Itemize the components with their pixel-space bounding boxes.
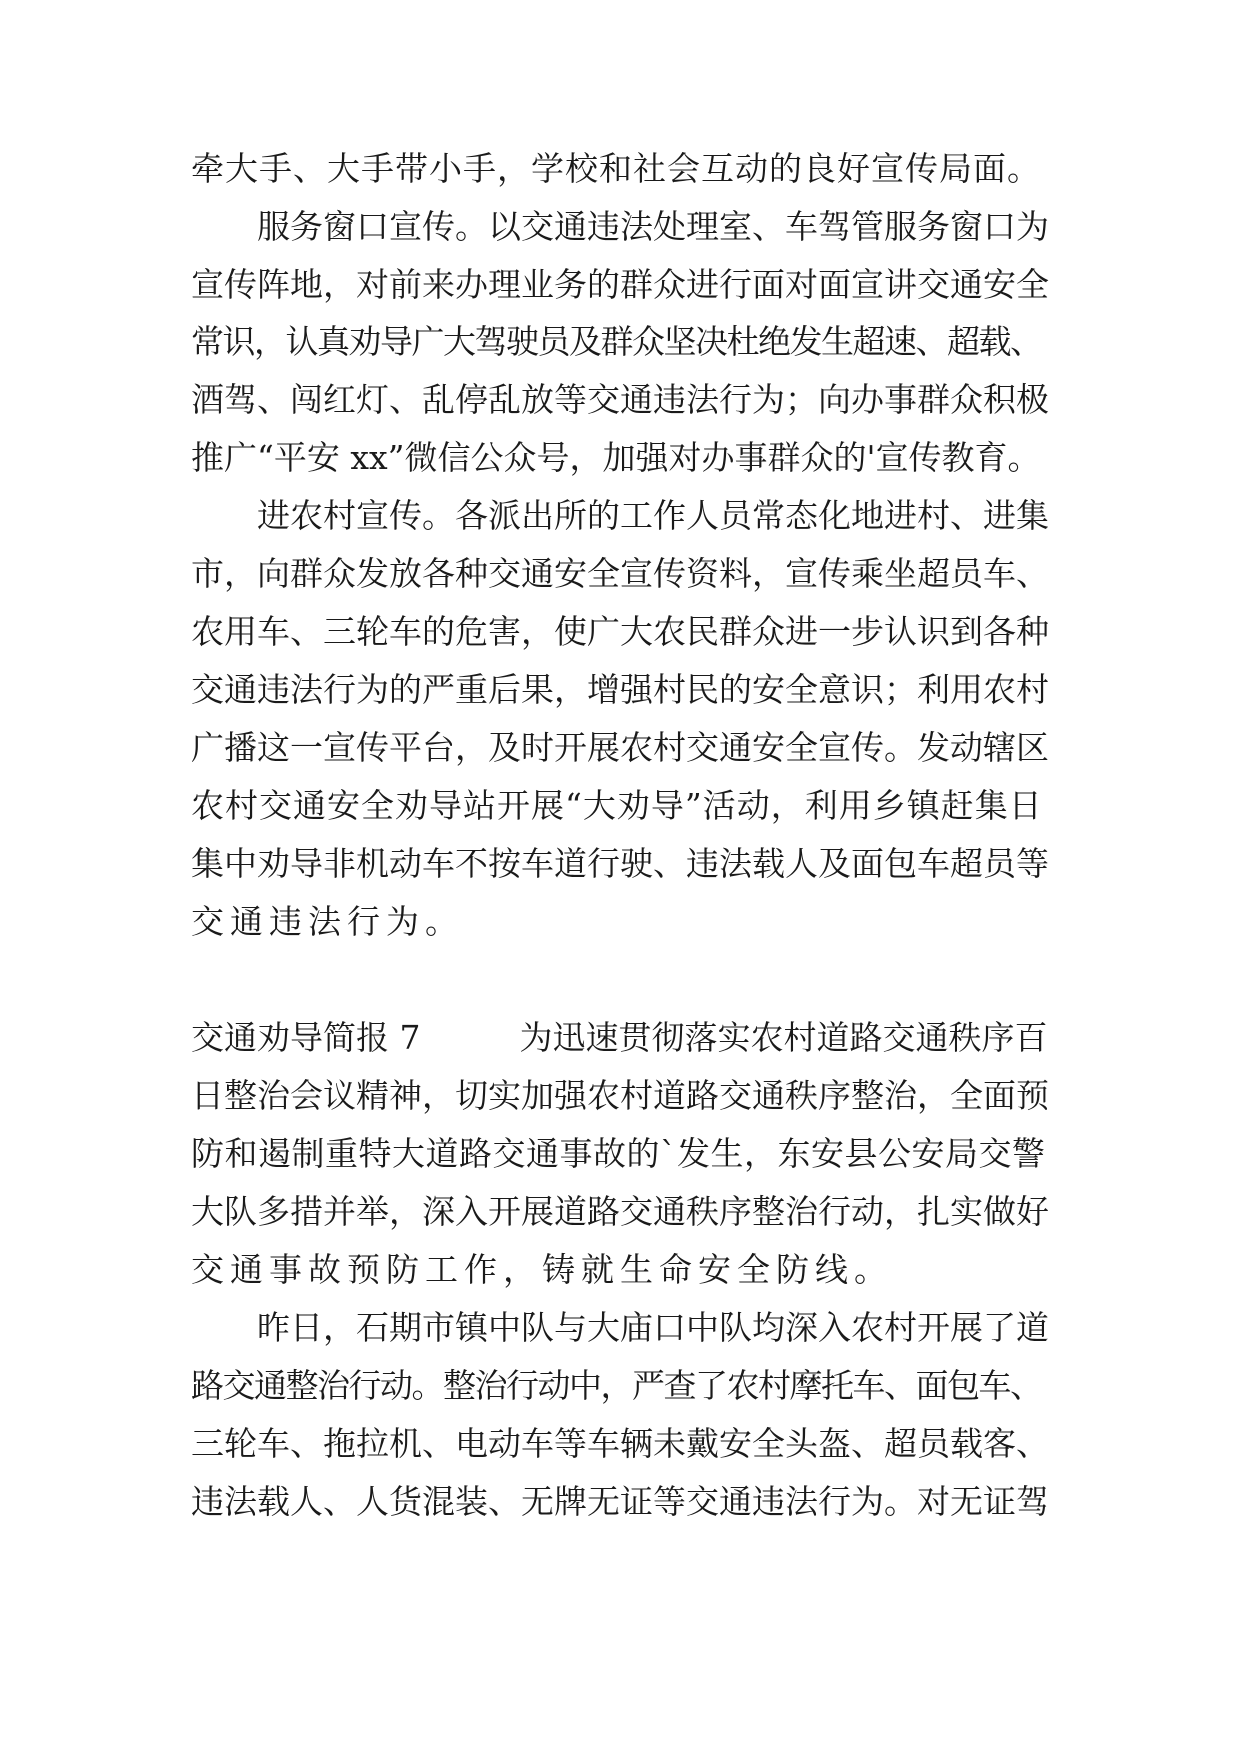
paragraph-line: 农村交通安全劝导站开展“大劝导”活动，利用乡镇赶集日 (191, 786, 1043, 825)
paragraph-line: 日整治会议精神，切实加强农村道路交通秩序整治，全面预 (191, 1076, 1049, 1115)
paragraph-line: 集中劝导非机动车不按车道行驶、违法载人及面包车超员等 (191, 844, 1049, 883)
paragraph-line: 大队多措并举，深入开展道路交通秩序整治行动，扎实做好 (191, 1192, 1049, 1231)
paragraph-line: 交通违法行为。 (191, 902, 464, 941)
paragraph-line: 市，向群众发放各种交通安全宣传资料，宣传乘坐超员车、 (191, 554, 1049, 593)
paragraph-line: 服务窗口宣传。以交通违法处理室、车驾管服务窗口为 (257, 207, 1049, 246)
paragraph-line: 交通违法行为的严重后果，增强村民的安全意识；利用农村 (191, 670, 1049, 709)
paragraph-line: 防和遏制重特大道路交通事故的`发生，东安县公安局交警 (191, 1134, 1046, 1173)
paragraph-line: 宣传阵地，对前来办理业务的群众进行面对面宣讲交通安全 (191, 265, 1049, 304)
paragraph-line: 交通劝导简报 7 为迅速贯彻落实农村道路交通秩序百 (191, 1018, 1048, 1057)
paragraph-line: 昨日，石期市镇中队与大庙口中队均深入农村开展了道 (257, 1308, 1049, 1347)
paragraph-line: 路交通整治行动。整治行动中，严查了农村摩托车、面包车、 (191, 1366, 1042, 1405)
paragraph-line: 违法载人、人货混装、无牌无证等交通违法行为。对无证驾 (191, 1482, 1049, 1521)
paragraph-line: 农用车、三轮车的危害，使广大农民群众进一步认识到各种 (191, 612, 1049, 651)
paragraph-line: 三轮车、拖拉机、电动车等车辆未戴安全头盔、超员载客、 (191, 1424, 1049, 1463)
paragraph-line: 酒驾、闯红灯、乱停乱放等交通违法行为；向办事群众积极 (191, 380, 1049, 419)
paragraph-line: 牵大手、大手带小手，学校和社会互动的良好宣传局面。 (191, 149, 1041, 188)
paragraph-line: 常识，认真劝导广大驾驶员及群众坚决杜绝发生超速、超载、 (191, 322, 1042, 361)
paragraph-line: 广播这一宣传平台，及时开展农村交通安全宣传。发动辖区 (191, 728, 1049, 767)
paragraph-line: 推广“平安 xx”微信公众号，加强对办事群众的'宣传教育。 (191, 438, 1041, 477)
paragraph-line: 交通事故预防工作，铸就生命安全防线。 (191, 1250, 893, 1289)
paragraph-line: 进农村宣传。各派出所的工作人员常态化地进村、进集 (257, 496, 1049, 535)
